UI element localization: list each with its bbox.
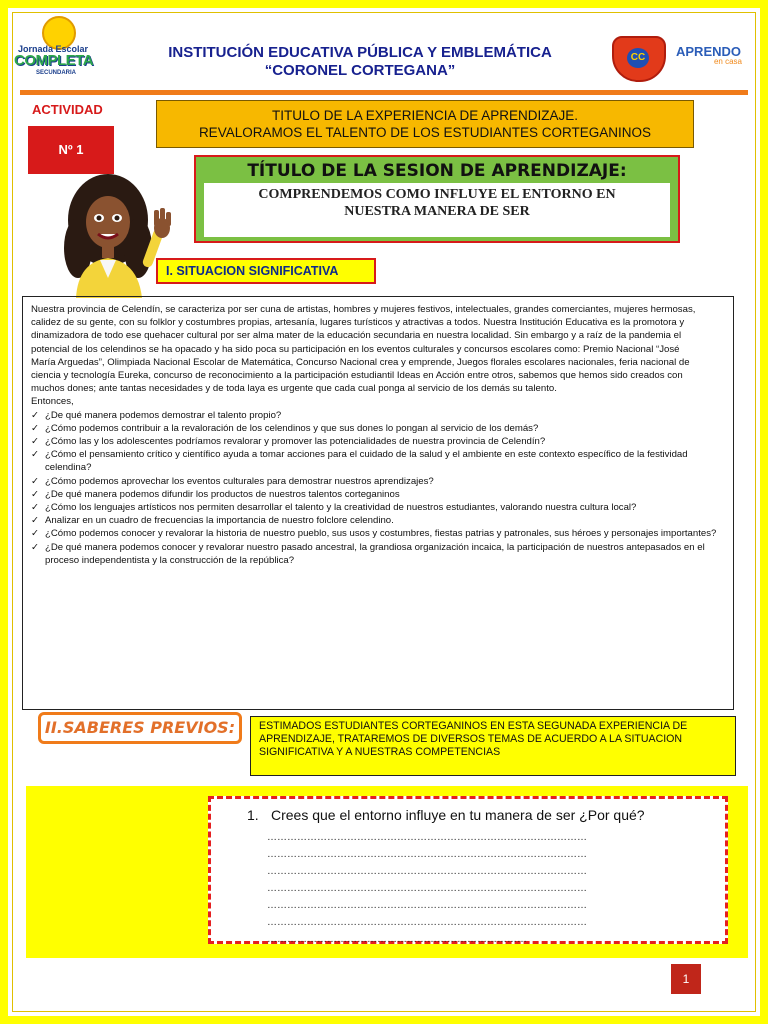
- question-item: [31, 409, 725, 422]
- situacion-line: dinamizadora de todo ese quehacer cultural por ser alma mater de la educación secundaria en nuestra localidad. Sin embargo y a raíz de la pandemia el: [31, 330, 682, 342]
- question-item: [31, 541, 725, 567]
- question-text: ¿De qué manera podemos conocer y revalorar nuestro pasado ancestral, la grandiosa organización incaica, la participación de nuestros antepasados en el proceso independentista y la construcción de la república?: [45, 541, 705, 566]
- question-text: ¿Cómo el pensamiento crítico y científico ayuda a tomar acciones para el cuidado de la salud y el ambiente en este contexto específico de la festividad celendina?: [45, 449, 688, 474]
- checkmark-icon: ✓: [31, 475, 40, 487]
- experience-title-box: [156, 100, 694, 148]
- situacion-text-box: [22, 296, 734, 710]
- answer-line: ……………………………………………………………………………………: [267, 883, 587, 894]
- aprendo-en-casa-logo: [676, 44, 748, 66]
- checkmark-icon: ✓: [31, 488, 40, 500]
- situacion-significativa-heading: I. SITUACION SIGNIFICATIVA: [156, 258, 376, 284]
- question-1: [247, 807, 645, 823]
- jornada-escolar-logo: [14, 16, 104, 74]
- question-item: [31, 488, 725, 501]
- question-text: ¿Cómo las y los adolescentes podríamos revalorar y promover las potencialidades de nuestra provincia de Celendín?: [45, 436, 546, 448]
- answer-line: ……………………………………………………………………………………: [267, 900, 587, 911]
- question-text: ¿De qué manera podemos demostrar el talento propio?: [45, 409, 282, 421]
- question-text: ¿De qué manera podemos difundir los productos de nuestros talentos corteganinos: [45, 488, 400, 500]
- activity-number-badge: Nº 1: [28, 126, 114, 174]
- situacion-line: potencial de los celendinos se ha opacado y ha sido poca su participación en los eventos culturales y concursos escolares como: Premio Nacional “José: [31, 343, 680, 355]
- logo-line2: COMPLETA: [14, 52, 94, 69]
- session-title-line2: NUESTRA MANERA DE SER: [344, 204, 530, 219]
- school-crest: [610, 36, 668, 82]
- session-title-box: [194, 155, 680, 243]
- session-title-heading: TÍTULO DE LA SESION DE APRENDIZAJE:: [247, 161, 627, 181]
- question-item: [31, 435, 725, 448]
- institution-name-line1: INSTITUCIÓN EDUCATIVA PÚBLICA Y EMBLEMÁTICA: [168, 44, 552, 61]
- question-item: [31, 527, 725, 540]
- checkmark-icon: ✓: [31, 515, 40, 527]
- checkmark-icon: ✓: [31, 409, 40, 421]
- question-item: [31, 448, 725, 474]
- answer-line: ……………………………………………………………………: [267, 934, 527, 945]
- situacion-line: calidez de su gente, con su folklor y costumbres propias, artesanía, lugares turísticos y atractivas a todos. Nuestra Institución Educativa es la promotora y: [31, 317, 685, 329]
- logo-line3: SECUNDARIA: [36, 70, 77, 76]
- situacion-line: ciencia y tecnología Eureka, concurso de reconocimiento a la participación estudiantil Ideas en Acción entre otros, sabemos que hemos sido creados con: [31, 370, 683, 382]
- experience-title-line1: TITULO DE LA EXPERIENCIA DE APRENDIZAJE.: [271, 108, 579, 123]
- experience-title-line2: REVALORAMOS EL TALENTO DE LOS ESTUDIANTES CORTEGANINOS: [198, 125, 652, 140]
- question-text: Analizar en un cuadro de frecuencias la importancia de nuestro folclore celendino.: [45, 515, 394, 527]
- question-item: [31, 422, 725, 435]
- aprendo-logo-sub: en casa: [713, 57, 742, 66]
- session-title-line1: COMPRENDEMOS COMO INFLUYE EL ENTORNO EN: [258, 187, 616, 202]
- question-text: Crees que el entorno influye en tu manera de ser ¿Por qué?: [271, 807, 645, 823]
- situacion-line: Entonces,: [31, 396, 74, 408]
- question-item: [31, 514, 725, 527]
- question-text: ¿Cómo podemos conocer y revalorar la historia de nuestro pueblo, sus usos y costumbres, fiestas patrias y patronales, sus héroes y personajes importantes?: [45, 528, 717, 540]
- situacion-line: muchos dones; ante tantas necesidades y de toda laya es urgente que cada cual ponga al servicio de los demás su talento.: [31, 383, 557, 395]
- page-number: 1: [671, 964, 701, 994]
- checkmark-icon: ✓: [31, 502, 40, 514]
- answer-line: ……………………………………………………………………………………: [267, 866, 587, 877]
- checkmark-icon: ✓: [31, 541, 40, 553]
- question-box: [208, 796, 728, 944]
- checkmark-icon: ✓: [31, 449, 40, 461]
- institution-name-line2: “CORONEL CORTEGANA”: [264, 62, 456, 79]
- saberes-previos-text: ESTIMADOS ESTUDIANTES CORTEGANINOS EN ESTA SEGUNADA EXPERIENCIA DE APRENDIZAJE, TRATAREMOS DE DIVERSOS TEMAS DE ACUERDO A LA SITUACION SIGNIFICATIVA Y A NUESTRAS COMPETENCIAS: [250, 716, 736, 776]
- answer-line: ……………………………………………………………………………………: [267, 917, 587, 928]
- checkmark-icon: ✓: [31, 528, 40, 540]
- checkmark-icon: ✓: [31, 436, 40, 448]
- answer-line: ……………………………………………………………………………………: [267, 849, 587, 860]
- logo-line1: Jornada Escolar: [18, 44, 89, 54]
- situacion-line: Nuestra provincia de Celendín, se caracteriza por ser cuna de artistas, hombres y mujeres festivos, intelectuales, grandes comerciantes, mujeres hermosas,: [31, 304, 696, 315]
- question-number: 1.: [247, 807, 259, 823]
- question-text: ¿Cómo podemos aprovechar los eventos culturales para demostrar nuestros aprendizajes?: [45, 475, 434, 487]
- activity-label: ACTIVIDAD: [32, 102, 103, 117]
- answer-line: ……………………………………………………………………………………: [267, 832, 587, 843]
- question-text: ¿Cómo los lenguajes artísticos nos permiten desarrollar el talento y la creatividad de nuestros estudiantes, valorando nuestra cultura local?: [45, 502, 637, 514]
- question-item: [31, 475, 725, 488]
- saberes-previos-heading: II.SABERES PREVIOS:: [38, 712, 242, 744]
- situacion-line: María Arguedas”, Olimpiada Nacional Escolar de Matemática, Concurso Nacional crea y emprende, Juegos florales escolares nacionales, feria nacional de: [31, 356, 690, 368]
- session-title-text: [204, 183, 670, 237]
- question-item: [31, 501, 725, 514]
- crest-initials: CC: [627, 48, 649, 68]
- aprendo-logo-main: APRENDO: [676, 44, 742, 59]
- answer-area[interactable]: [267, 829, 715, 948]
- checkmark-icon: ✓: [31, 422, 40, 434]
- question-text: ¿Cómo podemos contribuir a la revaloración de los celendinos y que sus dones lo pongan al servicio de los demás?: [45, 422, 539, 434]
- header-divider: [20, 90, 748, 95]
